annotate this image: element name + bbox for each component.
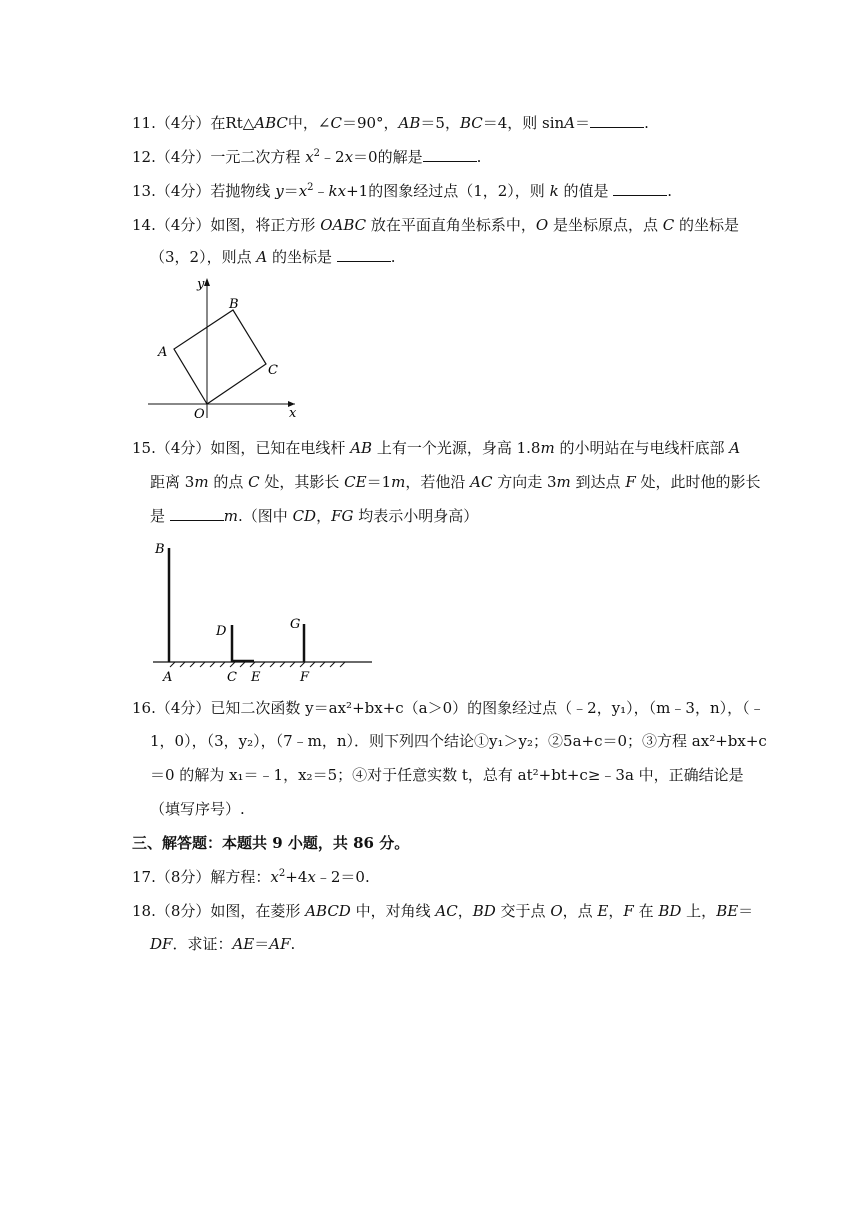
question-18 xyxy=(132,901,753,921)
lamp-post-shadow-figure xyxy=(148,538,378,688)
var: y xyxy=(275,182,284,200)
text: ， xyxy=(608,902,624,920)
points: （8分） xyxy=(155,902,211,920)
text: . xyxy=(667,182,672,200)
text: ＝4，则 sin xyxy=(482,114,565,132)
text: ．求证： xyxy=(172,935,233,953)
var: m xyxy=(391,473,406,491)
y-axis-arrow xyxy=(204,278,210,286)
var: m xyxy=(556,473,571,491)
answer-blank xyxy=(613,181,667,196)
var: x xyxy=(298,182,308,200)
point-c-label: C xyxy=(227,670,237,685)
text: 放在平面直角坐标系中， xyxy=(366,216,536,234)
point-e-label: E xyxy=(251,670,261,685)
var: A xyxy=(256,248,268,266)
question-14 xyxy=(132,215,739,235)
point-f-label: F xyxy=(300,670,310,685)
text: 一元二次方程 xyxy=(210,148,306,166)
text: 到达点 xyxy=(570,473,626,491)
var: O xyxy=(535,216,549,234)
text: 上， xyxy=(681,902,717,920)
var: CD xyxy=(292,507,317,525)
answer-blank xyxy=(337,247,391,262)
question-15-line-2 xyxy=(150,472,761,492)
var: x xyxy=(307,868,316,886)
question-18-line-2 xyxy=(150,934,295,954)
var: ABC xyxy=(254,114,288,132)
var: AC xyxy=(470,473,493,491)
text: ＝ xyxy=(575,114,591,132)
var: C xyxy=(248,473,260,491)
text: 如图，将正方形 xyxy=(210,216,321,234)
question-number: 18. xyxy=(132,902,156,920)
point-g-label: G xyxy=(290,617,301,632)
question-14-line-2 xyxy=(150,247,396,267)
var: E xyxy=(597,902,609,920)
point-a-label: A xyxy=(158,345,168,360)
var: BD xyxy=(658,902,682,920)
var: m xyxy=(223,507,239,525)
text: ，若他沿 xyxy=(405,473,471,491)
var: AB xyxy=(398,114,421,132)
var: AE xyxy=(232,935,255,953)
var: C xyxy=(662,216,675,234)
question-16 xyxy=(132,698,765,718)
var: DF xyxy=(150,935,173,953)
ground-hatching xyxy=(170,662,345,667)
question-number: 15. xyxy=(132,439,156,457)
text: ＝ xyxy=(254,935,270,953)
var: A xyxy=(564,114,576,132)
text: ， xyxy=(316,507,332,525)
point-b-label: B xyxy=(229,297,239,312)
exponent: 2 xyxy=(278,868,286,879)
text: . xyxy=(476,148,482,166)
var: m xyxy=(194,473,209,491)
points: （4分） xyxy=(155,699,211,717)
text: 是 xyxy=(150,507,170,525)
x-label: x xyxy=(289,406,297,421)
var: kx xyxy=(328,182,347,200)
text: ＝5， xyxy=(420,114,460,132)
text: 处，其影长 xyxy=(259,473,345,491)
text: . xyxy=(644,114,649,132)
text: ＝0的解是 xyxy=(353,148,423,166)
question-number: 14. xyxy=(132,216,156,234)
text: 的坐标是 xyxy=(267,248,337,266)
points: （4分） xyxy=(155,182,211,200)
question-number: 16. xyxy=(132,699,156,717)
text: 的点 xyxy=(208,473,249,491)
text: 中，对角线 xyxy=(350,902,436,920)
var: BC xyxy=(459,114,483,132)
point-b-label: B xyxy=(155,542,165,557)
answer-blank xyxy=(423,147,477,162)
question-number: 13. xyxy=(132,182,156,200)
text: 均表示小明身高） xyxy=(353,507,479,525)
text: ﹣2 xyxy=(320,148,345,166)
text: 中，∠ xyxy=(287,114,331,132)
text: +4 xyxy=(285,868,308,886)
question-12 xyxy=(132,147,481,167)
text: 的值是 xyxy=(558,182,614,200)
text: 交于点 xyxy=(495,902,551,920)
text: 在Rt△ xyxy=(210,114,255,132)
answer-blank xyxy=(590,113,644,128)
y-label: y xyxy=(197,277,205,292)
question-number: 12. xyxy=(132,148,156,166)
question-15 xyxy=(132,438,740,458)
exponent: 2 xyxy=(313,148,321,159)
var: ABCD xyxy=(305,902,351,920)
section-heading: 三、解答题：本题共 9 小题，共 86 分。 xyxy=(132,834,410,852)
points: （4分） xyxy=(155,216,211,234)
point-c-label: C xyxy=(268,363,278,378)
text: . xyxy=(390,248,396,266)
points: （4分） xyxy=(155,114,211,132)
points: （4分） xyxy=(155,148,211,166)
var: O xyxy=(550,902,563,920)
origin-label: O xyxy=(194,407,205,422)
var: OABC xyxy=(320,216,367,234)
var: F xyxy=(625,473,636,491)
point-a-label: A xyxy=(163,670,173,685)
var: AF xyxy=(269,935,291,953)
var: BD xyxy=(472,902,496,920)
text: 如图，在菱形 xyxy=(210,902,306,920)
question-11 xyxy=(132,113,649,133)
text: ﹣2＝0. xyxy=(315,868,370,886)
question-13 xyxy=(132,181,672,201)
text: （填写序号）. xyxy=(150,800,245,818)
var: F xyxy=(623,902,634,920)
question-16-line-3 xyxy=(150,765,744,785)
question-number: 11. xyxy=(132,114,156,132)
var: AB xyxy=(350,439,373,457)
text: . xyxy=(290,935,296,953)
text: ＝ xyxy=(738,902,754,920)
text: 在 xyxy=(633,902,659,920)
text: ， xyxy=(457,902,473,920)
points: （4分） xyxy=(155,439,211,457)
text: ＝ xyxy=(283,182,299,200)
var: x xyxy=(305,148,314,166)
text: 1，0），（3，y₂），（7﹣m，n）．则下列四个结论①y₁＞y₂；②5a+c＝0；③方程 ax²+bx+c xyxy=(150,732,767,750)
question-number: 17. xyxy=(132,868,156,886)
points: （8分） xyxy=(155,868,211,886)
text: 已知二次函数 y＝ax²+bx+c（a＞0）的图象经过点（﹣2，y₁），（m﹣3，n），（﹣ xyxy=(210,699,765,717)
text: 若抛物线 xyxy=(210,182,276,200)
square-oabc xyxy=(174,310,266,404)
text: 的小明站在与电线杆底部 xyxy=(554,439,730,457)
text: ＝0 的解为 x₁＝﹣1，x₂＝5；④对于任意实数 t，总有 at²+bt+c≥﹣3a 中，正确结论是 xyxy=(150,766,744,784)
text: （3，2），则点 xyxy=(150,248,257,266)
answer-blank xyxy=(170,506,224,521)
var: FG xyxy=(331,507,354,525)
question-15-line-3 xyxy=(150,506,478,526)
text: 处，此时他的影长 xyxy=(635,473,761,491)
square-coordinate-figure xyxy=(145,272,315,422)
text: ，点 xyxy=(562,902,598,920)
text: ＝90°， xyxy=(341,114,399,132)
exponent: 2 xyxy=(307,182,314,193)
var: BE xyxy=(716,902,739,920)
question-17 xyxy=(132,867,370,887)
var: A xyxy=(729,439,741,457)
text: 如图，已知在电线杆 xyxy=(210,439,351,457)
text: 方向走 3 xyxy=(492,473,557,491)
text: 是坐标原点，点 xyxy=(548,216,663,234)
var: k xyxy=(549,182,559,200)
question-16-line-4 xyxy=(150,799,245,819)
text: ＝1 xyxy=(366,473,392,491)
text: 距离 3 xyxy=(150,473,195,491)
point-d-label: D xyxy=(216,624,227,639)
text: 上有一个光源，身高 1.8 xyxy=(372,439,541,457)
var: AC xyxy=(435,902,458,920)
text: ﹣ xyxy=(313,182,329,200)
var: CE xyxy=(344,473,367,491)
var: x xyxy=(344,148,354,166)
text: 解方程： xyxy=(210,868,271,886)
text: .（图中 xyxy=(238,507,293,525)
text: 的坐标是 xyxy=(674,216,740,234)
text: +1的图象经过点（1，2），则 xyxy=(346,182,550,200)
var: x xyxy=(270,868,279,886)
var: C xyxy=(330,114,342,132)
var: m xyxy=(540,439,555,457)
question-16-line-2 xyxy=(150,731,767,751)
